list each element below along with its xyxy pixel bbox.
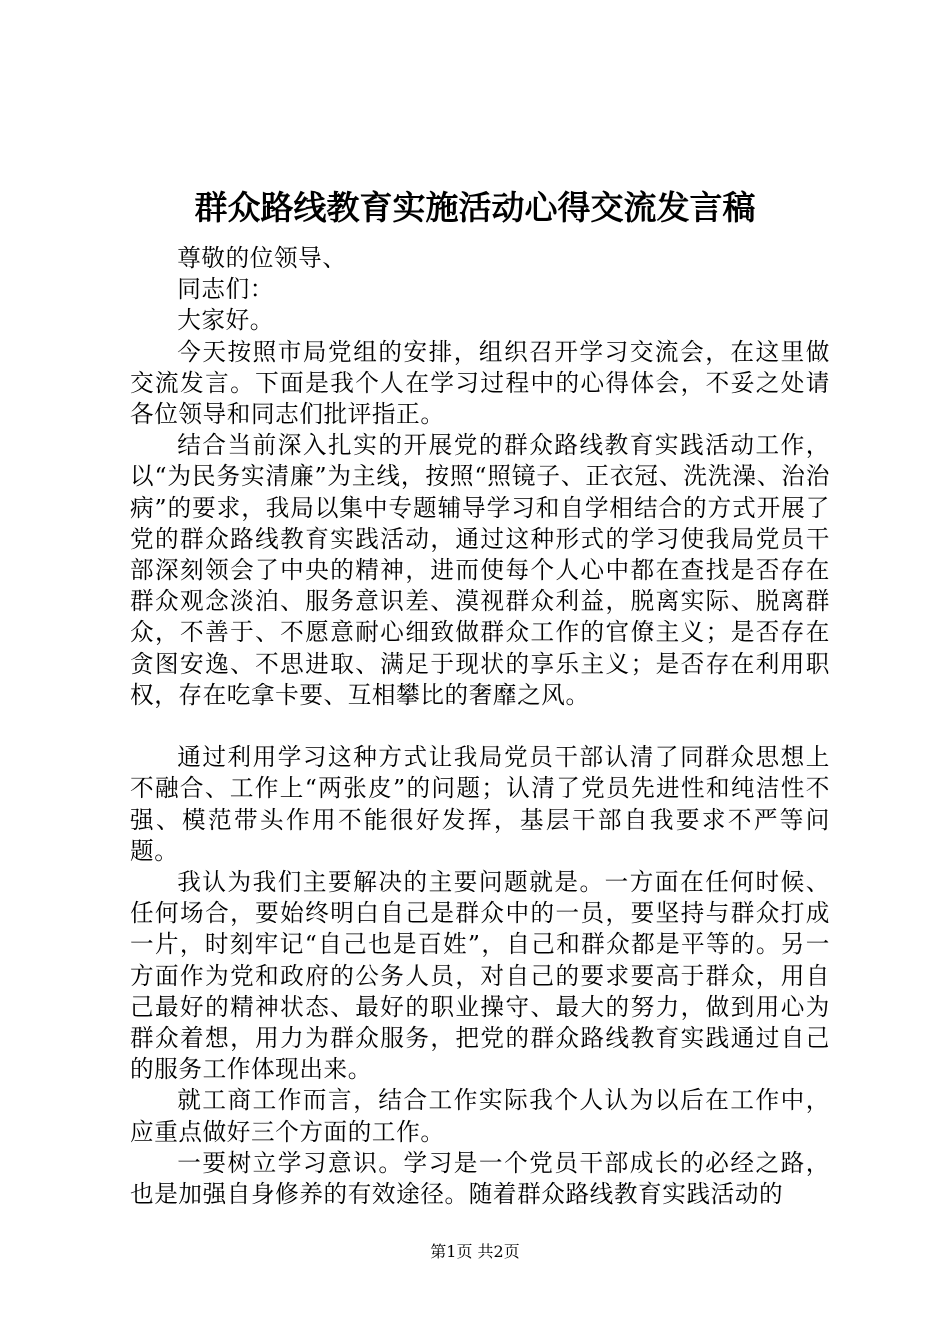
- document-title: 群众路线教育实施活动心得交流发言稿: [194, 188, 756, 227]
- paragraph-work: 就工商工作而言，结合工作实际我个人认为以后在工作中，应重点做好三个方面的工作。: [130, 1086, 830, 1146]
- document-body: [130, 243, 830, 1210]
- salutation-line-2: 同志们：: [177, 275, 274, 304]
- paragraph-problems: 我认为我们主要解决的主要问题就是。一方面在任何时候、任何场合，要始终明白自己是群众中的一员，要坚持与群众打成一片，时刻牢记“自己也是百姓”，自己和群众都是平等的。另一方面作为党和政府的公务人员，对自己的要求要高于群众，用自己最好的精神状态、最好的职业操守、最大的努力，做到用心为群众着想，用力为群众服务，把党的群众路线教育实践通过自己的服务工作体现出来。: [130, 868, 830, 1084]
- paragraph-intro: 今天按照市局党组的安排，组织召开学习交流会，在这里做交流发言。下面是我个人在学习过程中的心得体会，不妥之处请各位领导和同志们批评指正。: [130, 337, 830, 429]
- greeting-line: 大家好。: [177, 306, 274, 335]
- salutation-line-1: 尊敬的位领导、: [177, 244, 347, 272]
- paragraph-recognition: 通过利用学习这种方式让我局党员干部认清了同群众思想上不融合、工作上“两张皮”的问题；认清了党员先进性和纯洁性不强、模范带头作用不能很好发挥，基层干部自我要求不严等问题。: [130, 743, 830, 865]
- paragraph-study: 一要树立学习意识。学习是一个党员干部成长的必经之路，也是加强自身修养的有效途径。随着群众路线教育实践活动的: [130, 1148, 830, 1209]
- paragraph-activity: 结合当前深入扎实的开展党的群众路线教育实践活动工作，以“为民务实清廉”为主线，按照“照镜子、正衣冠、洗洗澡、治治病”的要求，我局以集中专题辅导学习和自学相结合的方式开展了党的群众路线教育实践活动，通过这种形式的学习使我局党员干部深刻领会了中央的精神，进而使每个人心中都在查找是否存在群众观念淡泊、服务意识差、漠视群众利益，脱离实际、脱离群众，不善于、不愿意耐心细致做群众工作的官僚主义；是否存在贪图安逸、不思进取、满足于现状的享乐主义；是否存在利用职权，存在吃拿卡要、互相攀比的奢靡之风。: [130, 431, 830, 709]
- page-footer: 第1页 共2页: [430, 1242, 520, 1261]
